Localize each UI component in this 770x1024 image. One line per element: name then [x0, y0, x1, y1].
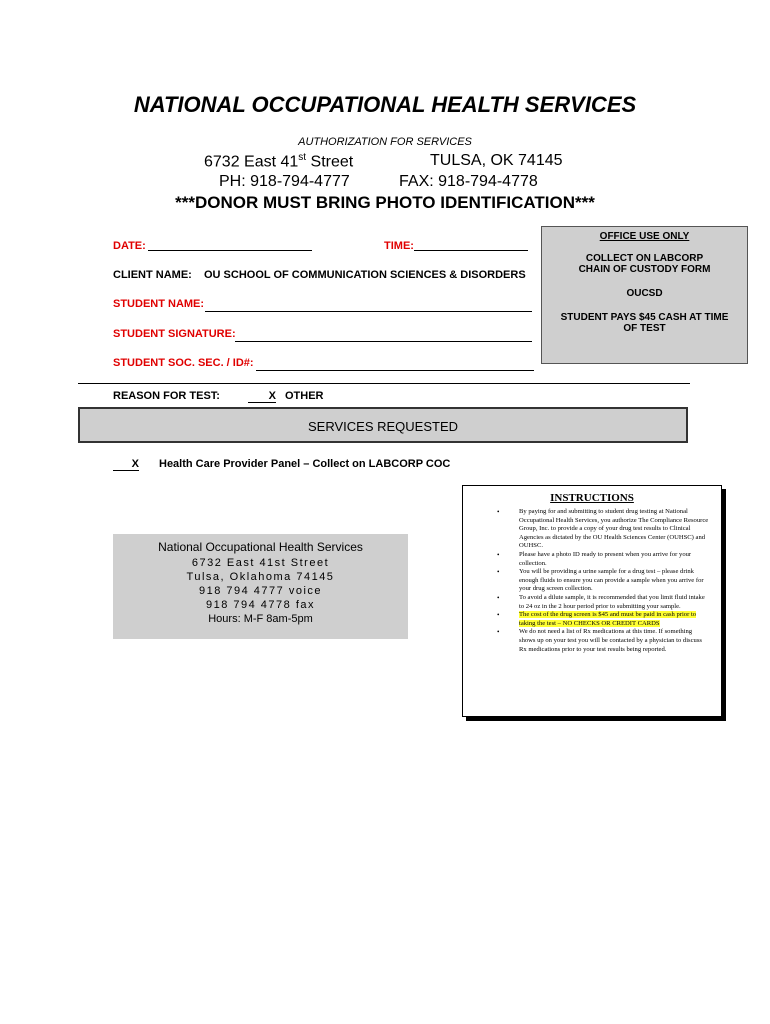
- document-subtitle: AUTHORIZATION FOR SERVICES: [298, 136, 472, 148]
- student-ssn-label: STUDENT SOC. SEC. / ID#:: [113, 357, 254, 369]
- reason-checkbox[interactable]: X: [248, 390, 276, 403]
- instruction-item: • Please have a photo ID ready to present when you arrive for your collection.: [519, 551, 709, 568]
- reason-label: REASON FOR TEST:: [113, 390, 220, 402]
- reason-value: OTHER: [285, 390, 324, 402]
- student-name-field[interactable]: [205, 298, 532, 312]
- photo-id-notice: ***DONOR MUST BRING PHOTO IDENTIFICATION***: [175, 193, 595, 212]
- office-pay-line1: STUDENT PAYS $45 CASH AT TIME: [560, 312, 729, 323]
- office-heading: OFFICE USE ONLY: [599, 231, 690, 242]
- highlighted-text: The cost of the drug screen is $45 and must be paid in cash prior to taking the test – NO CHECKS OR CREDIT CARDS: [519, 611, 697, 627]
- instruction-item-highlighted: [519, 611, 709, 628]
- instructions-heading: INSTRUCTIONS: [550, 492, 634, 504]
- student-signature-field[interactable]: [235, 328, 532, 342]
- instructions-box: [462, 485, 722, 717]
- date-field[interactable]: [148, 238, 312, 251]
- service-item: Health Care Provider Panel – Collect on LABCORP COC: [159, 458, 451, 470]
- card-name: National Occupational Health Services: [158, 540, 363, 554]
- card-city: Tulsa, Oklahoma 74145: [186, 571, 335, 583]
- service-checkbox[interactable]: X: [113, 458, 139, 471]
- student-signature-label: STUDENT SIGNATURE:: [113, 328, 236, 340]
- card-voice: 918 794 4777 voice: [198, 585, 323, 597]
- phone-number: PH: 918-794-4777: [219, 173, 350, 190]
- fax-number: FAX: 918-794-4778: [399, 173, 538, 190]
- street-sup: st: [298, 152, 307, 163]
- street-suffix: Street: [306, 153, 354, 171]
- client-name-value: OU SCHOOL OF COMMUNICATION SCIENCES & DISORDERS: [204, 269, 526, 281]
- instruction-item: • To avoid a dilute sample, it is recommended that you limit fluid intake to 24 oz in the 2 hour period prior to submitting your sample.: [519, 594, 709, 611]
- city-state-zip: TULSA, OK 74145: [430, 152, 563, 169]
- instruction-item: • We do not need a list of Rx medications at this time. If something shows up on your test you will be contacted by a physician to discuss Rx medications prior to your test results being reported.: [519, 628, 709, 654]
- instructions-list: [463, 508, 721, 654]
- services-requested-header: SERVICES REQUESTED: [78, 407, 688, 443]
- street-text: 6732 East 41: [204, 153, 299, 171]
- card-fax: 918 794 4778 fax: [205, 599, 316, 611]
- time-label: TIME:: [384, 240, 414, 252]
- card-hours: Hours: M-F 8am-5pm: [208, 613, 313, 625]
- page-title: NATIONAL OCCUPATIONAL HEALTH SERVICES: [133, 92, 637, 117]
- office-pay-line2: OF TEST: [623, 323, 666, 334]
- office-use-box: [541, 226, 748, 364]
- student-name-label: STUDENT NAME:: [113, 298, 205, 310]
- section-divider: [78, 383, 690, 384]
- date-label: DATE:: [113, 240, 146, 252]
- client-name-label: CLIENT NAME:: [113, 269, 192, 281]
- student-ssn-field[interactable]: [256, 357, 534, 371]
- office-line1: COLLECT ON LABCORP: [585, 253, 704, 264]
- office-line2: CHAIN OF CUSTODY FORM: [578, 264, 711, 275]
- instruction-item: • You will be providing a urine sample for a drug test – please drink enough fluids to ensure you can provide a sample when you arrive for your drug screen collection.: [519, 568, 709, 594]
- office-code: OUCSD: [626, 288, 663, 299]
- instruction-item: • By paying for and submitting to student drug testing at National Occupational Health Services, you authorize The Compliance Resource Group, Inc. to provide a copy of your drug test results to Clinical Agencies as dictated by the OU Health Sciences Center (OUHSC) and OUHSC.: [519, 508, 709, 551]
- street-address: [204, 152, 353, 171]
- card-street: 6732 East 41st Street: [191, 557, 330, 569]
- time-field[interactable]: [414, 238, 528, 251]
- clinic-address-card: [113, 534, 408, 639]
